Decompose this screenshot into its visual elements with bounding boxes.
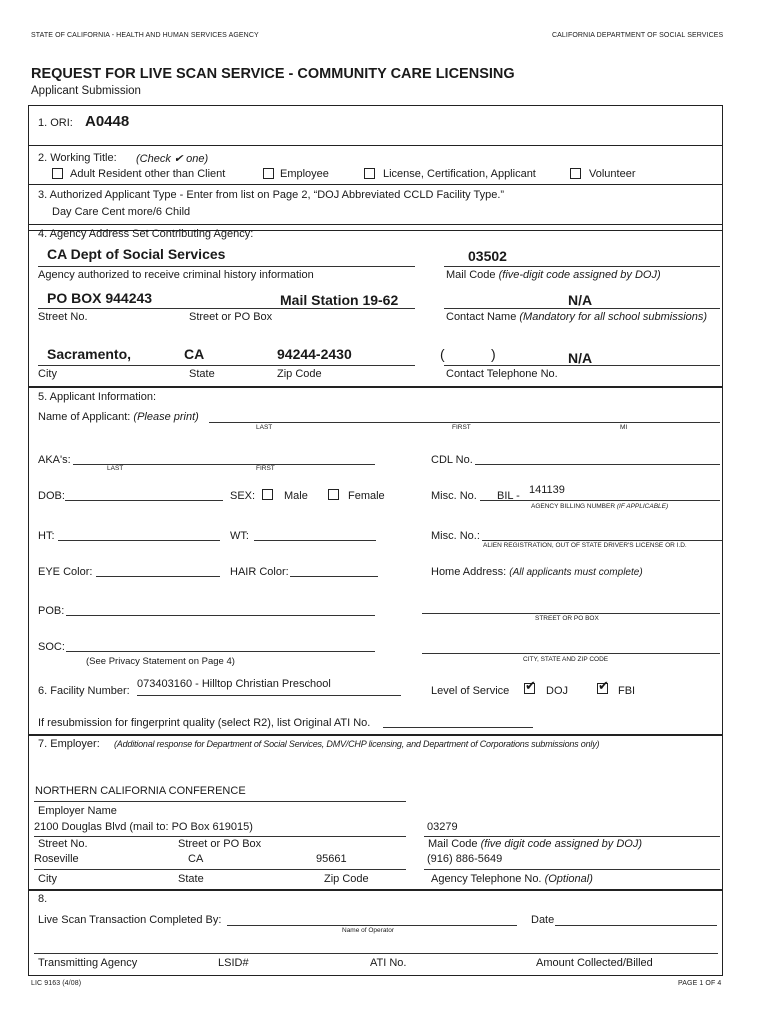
completed-by-label: Live Scan Transaction Completed By: [38,914,222,926]
city-state-zip-caption: CITY, STATE AND ZIP CODE [523,656,609,663]
mi-caption: MI [620,424,628,431]
soc-label: SOC: [38,641,65,653]
zip-caption: Zip Code [277,368,322,380]
section-5-6-box [28,386,723,736]
agency-name-line [38,266,415,267]
mail-code-caption: Mail Code (five-digit code assigned by DOJ) [446,269,661,281]
alien-registration-caption: ALIEN REGISTRATION, OUT OF STATE DRIVER'S LICENSE OR I.D. [483,542,687,549]
phone-line [444,365,720,366]
home-street-line[interactable] [422,613,720,614]
employee-checkbox[interactable] [263,168,274,179]
divider [28,184,723,185]
section-8-label: 8. [38,893,48,905]
street-no-value[interactable]: PO BOX 944243 [47,290,153,306]
employer-name-caption: Employer Name [38,805,117,817]
check-icon: ✔ [525,678,536,693]
employer-zip-caption: Zip Code [324,873,369,885]
employer-hint: (Additional response for Department of Social Services, DMV/CHP licensing, and Department of Corporations submissions only) [114,739,600,749]
state-caption: State [189,368,215,380]
female-checkbox[interactable] [328,489,339,500]
employer-city-caption: City [38,873,57,885]
female-label: Female [348,490,385,502]
phone-caption: Contact Telephone No. [446,368,558,380]
adult-resident-label: Adult Resident other than Client [70,168,226,180]
employer-phone-caption: Agency Telephone No. (Optional) [431,873,593,885]
phone-value[interactable]: N/A [568,350,593,366]
zip-value[interactable]: 94244-2430 [277,346,352,362]
employer-mail-code-caption: Mail Code (five digit code assigned by DOJ) [428,838,643,850]
home-csz-line[interactable] [422,653,720,654]
phone-paren-open: ( [440,346,445,362]
employer-state-value[interactable]: CA [188,853,204,865]
first-caption: FIRST [452,424,471,431]
eye-color-line[interactable] [96,576,220,577]
employer-phone-value[interactable]: (916) 886-5649 [427,853,503,865]
doj-label: DOJ [546,685,568,697]
agency-header: STATE OF CALIFORNIA - HEALTH AND HUMAN SERVICES AGENCY [31,32,259,39]
home-address-label: Home Address: (All applicants must complete) [431,566,643,578]
form-title: REQUEST FOR LIVE SCAN SERVICE - COMMUNITY CARE LICENSING [31,66,515,82]
facility-number-label: 6. Facility Number: [38,685,130,697]
transmitting-line [34,953,718,954]
amount-collected-label: Amount Collected/Billed [536,957,653,969]
misc-no-2-label: Misc. No.: [431,530,480,542]
applicant-type-value[interactable]: Day Care Cent more/6 Child [52,206,191,218]
employer-state-caption: State [178,873,204,885]
mail-code-line [444,266,720,267]
applicant-type-label: 3. Authorized Applicant Type - Enter from list on Page 2, “DOJ Abbreviated CCLD Facility Type.” [38,189,505,201]
height-line[interactable] [58,540,220,541]
last-caption: LAST [256,424,273,431]
misc-no-label: Misc. No. [431,490,477,502]
employer-street-line [34,836,406,837]
section-7-box [28,734,723,891]
sex-label: SEX: [230,490,256,502]
volunteer-label: Volunteer [589,168,636,180]
facility-number-line [137,695,401,696]
transmitting-agency-label: Transmitting Agency [38,957,138,969]
agency-name-caption: Agency authorized to receive criminal history information [38,269,314,281]
ori-value: A0448 [85,113,130,130]
form-number: LIC 9163 (4/08) [31,980,82,987]
employer-mail-code-value[interactable]: 03279 [427,821,458,833]
hair-color-label: HAIR Color: [230,566,289,578]
date-line[interactable] [555,925,717,926]
soc-line[interactable] [66,651,375,652]
employer-city-line [34,869,406,870]
level-of-service-label: Level of Service [431,685,510,697]
billing-number-value[interactable]: 141139 [529,484,565,496]
license-applicant-checkbox[interactable] [364,168,375,179]
operator-line[interactable] [227,925,517,926]
male-label: Male [284,490,308,502]
employer-mail-code-line [424,836,720,837]
phone-paren-close: ) [491,346,496,362]
applicant-name-label: Name of Applicant: (Please print) [38,411,199,423]
male-checkbox[interactable] [262,489,273,500]
street-or-po-caption: STREET OR PO BOX [535,615,599,622]
agency-address-label: 4. Agency Address Set Contributing Agency: [38,228,254,240]
aka-label: AKA's: [38,454,71,466]
bil-prefix: BIL - [497,490,520,502]
aka-first-caption: FIRST [256,465,275,472]
original-ati-line[interactable] [383,727,533,728]
adult-resident-checkbox[interactable] [52,168,63,179]
divider [28,145,723,146]
employer-street-value[interactable]: 2100 Douglas Blvd (mail to: PO Box 619015) [34,821,253,833]
page-number: PAGE 1 OF 4 [678,980,722,987]
po-box-value[interactable]: Mail Station 19-62 [280,292,399,308]
billing-caption: AGENCY BILLING NUMBER (IF APPLICABLE) [531,503,669,510]
fbi-label: FBI [618,685,636,697]
employer-label: 7. Employer: [38,738,100,750]
contact-name-value[interactable]: N/A [568,292,593,308]
hair-color-line[interactable] [290,576,378,577]
weight-line[interactable] [254,540,376,541]
privacy-statement-note: (See Privacy Statement on Page 4) [86,656,235,667]
employer-name-value[interactable]: NORTHERN CALIFORNIA CONFERENCE [35,785,246,797]
agency-name-value[interactable]: CA Dept of Social Services [47,246,226,262]
dob-label: DOB: [38,490,65,502]
pob-line[interactable] [66,615,375,616]
dob-line[interactable] [65,500,223,501]
weight-label: WT: [230,530,249,542]
working-title-label: 2. Working Title: [38,152,117,164]
city-line [38,365,415,366]
date-label: Date [531,914,555,926]
employer-name-line [34,801,406,802]
aka-last-caption: LAST [107,465,124,472]
employer-po-caption: Street or PO Box [178,838,262,850]
lsid-label: LSID# [218,957,249,969]
misc-no-line [480,500,720,501]
operator-caption: Name of Operator [342,927,395,934]
facility-number-value[interactable]: 073403160 - Hilltop Christian Preschool [137,678,331,690]
employee-label: Employee [280,168,329,180]
pob-label: POB: [38,605,65,617]
ati-no-label: ATI No. [370,957,407,969]
employer-street-caption: Street No. [38,838,88,850]
height-label: HT: [38,530,55,542]
employer-city-value[interactable]: Roseville [34,853,79,865]
resubmission-label: If resubmission for fingerprint quality (select R2), list Original ATI No. [38,717,371,729]
cdl-line[interactable] [475,464,720,465]
po-box-caption: Street or PO Box [189,311,273,323]
license-applicant-label: License, Certification, Applicant [383,168,536,180]
employer-zip-value[interactable]: 95661 [316,853,347,865]
contact-name-caption: Contact Name (Mandatory for all school submissions) [446,311,708,323]
eye-color-label: EYE Color: [38,566,93,578]
ori-label: 1. ORI: [38,117,73,129]
working-title-hint: (Check ✔ one) [136,153,209,165]
applicant-info-label: 5. Applicant Information: [38,391,157,403]
volunteer-checkbox[interactable] [570,168,581,179]
mail-code-value[interactable]: 03502 [468,248,507,264]
cdl-label: CDL No. [431,454,473,466]
contact-line [444,308,720,309]
applicant-name-line[interactable] [209,422,720,423]
street-no-caption: Street No. [38,311,88,323]
form-subtitle: Applicant Submission [31,85,141,97]
city-caption: City [38,368,57,380]
employer-phone-line [424,869,720,870]
check-icon: ✔ [598,678,609,693]
state-value[interactable]: CA [184,346,205,362]
department-header: CALIFORNIA DEPARTMENT OF SOCIAL SERVICES [552,32,724,39]
misc-no-2-line[interactable] [482,540,722,541]
city-value[interactable]: Sacramento, [47,346,132,362]
street-line [38,308,415,309]
